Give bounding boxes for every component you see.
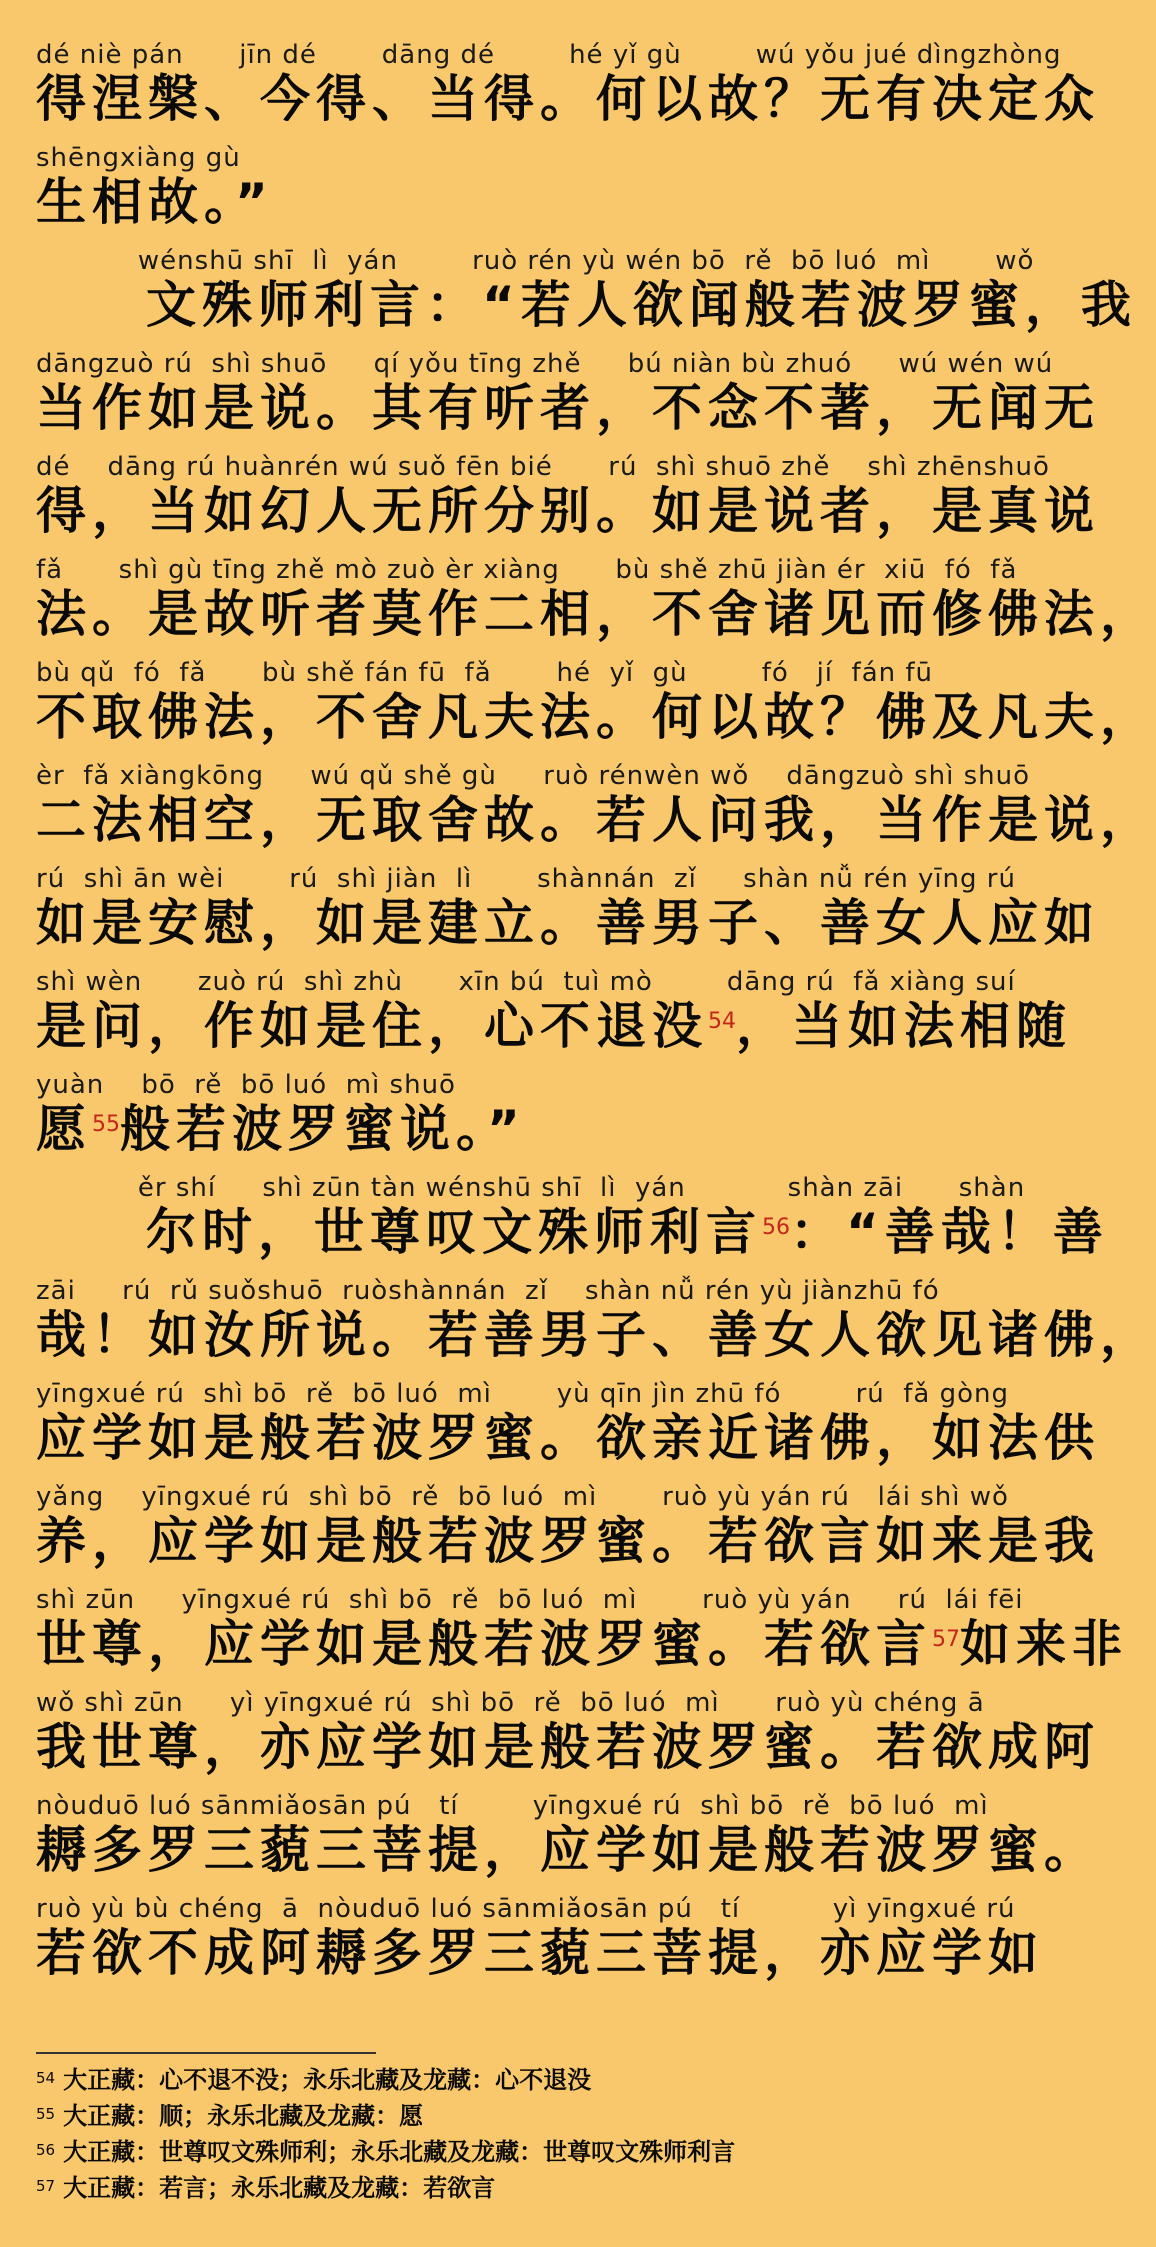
pinyin-line: fǎ shì gù tīng zhě mò zuò èr xiàng bù shě zhū jiàn ér xiū fó fǎ — [36, 555, 1018, 585]
pinyin-line: yīngxué rú shì bō rě bō luó mì yù qīn jìn zhū fó rú fǎ gòng — [36, 1379, 1010, 1409]
footnote — [36, 2134, 1056, 2170]
pinyin-line: wǒ shì zūn yì yīngxué rú shì bō rě bō luó mì ruò yù chéng ā — [36, 1688, 985, 1718]
footnote — [36, 2170, 1056, 2206]
chinese-line: 尔时，世尊叹文殊师利言$^{56}$：“善哉！善 — [146, 1203, 1109, 1261]
pinyin-line: yǎng yīngxué rú shì bō rě bō luó mì ruò yù yán rú lái shì wǒ — [36, 1482, 1009, 1512]
chinese-line: 愿$^{55}$般若波罗蜜说。” — [36, 1100, 526, 1158]
footnote-number: 55 — [36, 2105, 56, 2123]
chinese-line: 如是安慰，如是建立。善男子、善女人应如 — [36, 894, 1100, 952]
pinyin-line: ruò yù bù chéng ā nòuduō luó sānmiǎosān pú tí yì yīngxué rú — [36, 1894, 1016, 1924]
chinese-line: 法。是故听者莫作二相，不舍诸见而修佛法， — [36, 585, 1156, 643]
footnote-text: 大正藏：若言；永乐北藏及龙藏：若欲言 — [63, 2174, 496, 2202]
chinese-line: 生相故。” — [36, 173, 274, 231]
pinyin-line: bù qǔ fó fǎ bù shě fán fū fǎ hé yǐ gù fó jí fán fū — [36, 658, 934, 688]
chinese-line: 世尊，应学如是般若波罗蜜。若欲言$^{57}$如来非 — [36, 1615, 1128, 1673]
pinyin-line: dāngzuò rú shì shuō qí yǒu tīng zhě bú niàn bù zhuó wú wén wú — [36, 349, 1054, 379]
pinyin-line: yuàn bō rě bō luó mì shuō — [36, 1070, 456, 1100]
footnote — [36, 2098, 1056, 2134]
footnote — [36, 2062, 1056, 2098]
pinyin-line: dé dāng rú huànrén wú suǒ fēn bié rú shì shuō zhě shì zhēnshuō — [36, 452, 1050, 482]
pinyin-line: rú shì ān wèi rú shì jiàn lì shànnán zǐ shàn nǚ rén yīng rú — [36, 864, 1016, 894]
footnote-number: 54 — [36, 2069, 56, 2087]
pinyin-line: shì wèn zuò rú shì zhù xīn bú tuì mò dāng rú fǎ xiàng suí — [36, 967, 1016, 997]
footnote-text: 大正藏：世尊叹文殊师利；永乐北藏及龙藏：世尊叹文殊师利言 — [63, 2138, 736, 2166]
text-line — [36, 0, 1100, 128]
chinese-line: 若欲不成阿耨多罗三藐三菩提，亦应学如 — [36, 1924, 1044, 1982]
chinese-line: 二法相空，无取舍故。若人问我，当作是说， — [36, 791, 1156, 849]
pinyin-line: shì zūn yīngxué rú shì bō rě bō luó mì ruò yù yán rú lái fēi — [36, 1585, 1024, 1615]
pinyin-line: zāi rú rǔ suǒshuō ruòshànnán zǐ shàn nǚ rén yù jiànzhū fó — [36, 1276, 940, 1306]
chinese-line: 当作如是说。其有听者，不念不著，无闻无 — [36, 379, 1100, 437]
footnote-text: 大正藏：心不退不没；永乐北藏及龙藏：心不退没 — [63, 2066, 592, 2094]
chinese-line: 得涅槃、今得、当得。何以故？无有决定众 — [36, 70, 1100, 128]
footnote-divider — [36, 2052, 376, 2054]
pinyin-line: shēngxiàng gù — [36, 143, 241, 173]
pinyin-line: nòuduō luó sānmiǎosān pú tí yīngxué rú shì bō rě bō luó mì — [36, 1791, 989, 1821]
chinese-line: 文殊师利言：“若人欲闻般若波罗蜜，我 — [146, 276, 1137, 334]
pinyin-line: wénshū shī lì yán ruò rén yù wén bō rě bō luó mì wǒ — [36, 246, 1035, 276]
footnote-text: 大正藏：顺；永乐北藏及龙藏：愿 — [63, 2102, 424, 2130]
chinese-line: 不取佛法，不舍凡夫法。何以故？佛及凡夫， — [36, 688, 1156, 746]
footnote-number: 56 — [36, 2141, 56, 2159]
pinyin-line: èr fǎ xiàngkōng wú qǔ shě gù ruò rénwèn wǒ dāngzuò shì shuō — [36, 761, 1031, 791]
chinese-line: 耨多罗三藐三菩提，应学如是般若波罗蜜。 — [36, 1821, 1100, 1879]
chinese-line: 得，当如幻人无所分别。如是说者，是真说 — [36, 482, 1100, 540]
chinese-line: 是问，作如是住，心不退没$^{54}$，当如法相随 — [36, 997, 1072, 1055]
footnotes — [36, 2062, 1056, 2206]
chinese-line: 我世尊，亦应学如是般若波罗蜜。若欲成阿 — [36, 1718, 1100, 1776]
pinyin-line: dé niè pán jīn dé dāng dé hé yǐ gù wú yǒu jué dìngzhòng — [36, 40, 1062, 70]
scripture-text — [36, 0, 1156, 1982]
chinese-line: 应学如是般若波罗蜜。欲亲近诸佛，如法供 — [36, 1409, 1100, 1467]
chinese-line: 养，应学如是般若波罗蜜。若欲言如来是我 — [36, 1512, 1100, 1570]
footnote-number: 57 — [36, 2177, 56, 2195]
pinyin-line: ěr shí shì zūn tàn wénshū shī lì yán shàn zāi shàn — [36, 1173, 1026, 1203]
chinese-line: 哉！如汝所说。若善男子、善女人欲见诸佛， — [36, 1306, 1156, 1364]
